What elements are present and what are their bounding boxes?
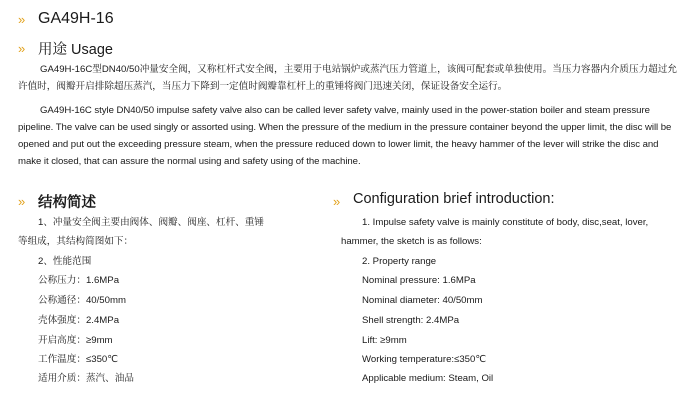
structure-en-line1b: hammer, the sketch is as follows:: [341, 236, 482, 247]
spec-row: [38, 274, 119, 288]
spec-row-en: Shell strength: 2.4MPa: [362, 315, 460, 326]
spec-label: 公称通径：: [38, 295, 86, 306]
chevron-icon: »: [18, 41, 25, 56]
structure-zh-line1a: 1、冲量安全阀主要由阀体、阀瓣、阀座、杠杆、重锤: [38, 217, 264, 228]
structure-zh-line2: 2、性能范围: [38, 256, 92, 267]
spec-label: 壳体强度：: [38, 315, 86, 326]
spec-label: 适用介质：: [38, 373, 86, 384]
spec-value: 40/50mm: [85, 295, 126, 306]
spec-label: 工作温度：: [38, 354, 86, 365]
structure-zh-title: 结构简述: [38, 195, 96, 211]
spec-value: ≤350℃: [85, 354, 119, 365]
chevron-icon: »: [18, 194, 25, 209]
structure-zh-line1b: 等组成，其结构简图如下：: [18, 236, 134, 247]
structure-en-line2: 2. Property range: [362, 256, 437, 267]
spec-label: 开启高度：: [38, 335, 86, 346]
spec-row-en: Working temperature:≤350℃: [362, 354, 487, 365]
spec-row: [38, 372, 134, 386]
spec-row-en: Nominal pressure: 1.6MPa: [362, 275, 476, 286]
spec-row-en: Lift: ≥9mm: [362, 335, 407, 346]
spec-value: ≥9mm: [85, 335, 113, 346]
spec-row-en: Applicable medium: Steam, Oil: [362, 373, 494, 384]
chevron-icon: »: [18, 12, 25, 27]
structure-en-line1a: 1. Impulse safety valve is mainly constitute of body, disc,seat, lover,: [362, 217, 649, 228]
spec-row: [38, 353, 118, 367]
spec-row: [38, 294, 126, 308]
spec-row-en: Nominal diameter: 40/50mm: [362, 295, 483, 306]
model-title: GA49H-16: [38, 10, 114, 27]
usage-en-paragraph: GA49H-16C style DN40/50 impulse safety valve also can be called lever safety valve, mainly used in the power-station boiler and steam pressure pipeline. The valve can be used singly or assorted using. When the pressure of the medium in the pressure container beyond the upper limit, the disc will be opened and put out the exceeding pressure steam, when the pressure reduced down to lower limit, the heavy hammer of the lever will strike the disc and make it closed, that can assure the normal using and safety using of the machine.: [18, 105, 672, 167]
spec-row: [38, 314, 119, 328]
structure-en-title: Configuration brief introduction:: [353, 191, 555, 207]
spec-label: 公称压力：: [38, 275, 86, 286]
usage-zh-paragraph: GA49H-16C型DN40/50冲量安全阀，又称杠杆式安全阀，主要用于电站锅炉或蒸汽压力管道上，该阀可配套或单独使用。当压力容器内介质压力超过允许值时，阀瓣开启排除超压蒸汽，当压力下降到一定值时阀瓣靠杠杆上的重锤将阀门迅速关闭，保证设备安全运行。: [18, 64, 677, 92]
spec-row: [38, 334, 113, 348]
usage-title: 用途 Usage: [38, 42, 113, 58]
spec-value: 蒸汽、油品: [85, 373, 134, 384]
spec-value: 2.4MPa: [85, 315, 120, 326]
spec-value: 1.6MPa: [85, 275, 120, 286]
chevron-icon: »: [333, 194, 340, 209]
